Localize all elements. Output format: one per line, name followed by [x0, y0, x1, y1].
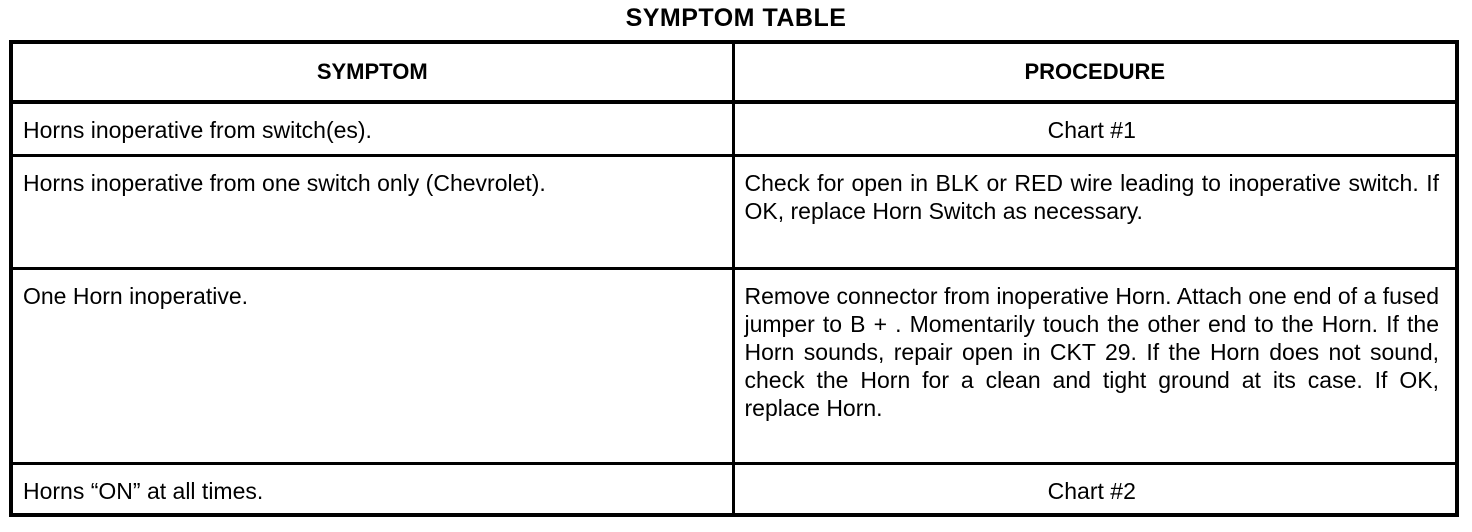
symptom-cell: One Horn inoperative.: [11, 269, 733, 464]
procedure-cell: Chart #2: [733, 464, 1457, 516]
table-row: [11, 464, 1457, 516]
symptom-cell: Horns “ON” at all times.: [11, 464, 733, 516]
symptom-table: [9, 40, 1459, 517]
table-row: [11, 156, 1457, 269]
column-header-symptom: SYMPTOM: [11, 42, 733, 102]
procedure-cell: Chart #1: [733, 102, 1457, 156]
procedure-cell: Check for open in BLK or RED wire leading to inoperative switch. If OK, replace Horn Switch as necessary.: [733, 156, 1457, 269]
symptom-cell: Horns inoperative from one switch only (Chevrolet).: [11, 156, 733, 269]
procedure-cell: Remove connector from inoperative Horn. Attach one end of a fused jumper to B + . Momentarily touch the other end to the Horn. If the Horn sounds, repair open in CKT 29. If the Horn does not sound, check the Horn for a clean and tight ground at its case. If OK, replace Horn.: [733, 269, 1457, 464]
table-row: [11, 102, 1457, 156]
table-row: [11, 269, 1457, 464]
symptom-cell: Horns inoperative from switch(es).: [11, 102, 733, 156]
page-title: SYMPTOM TABLE: [625, 4, 847, 32]
table-header-row: [11, 42, 1457, 102]
column-header-procedure: PROCEDURE: [733, 42, 1457, 102]
